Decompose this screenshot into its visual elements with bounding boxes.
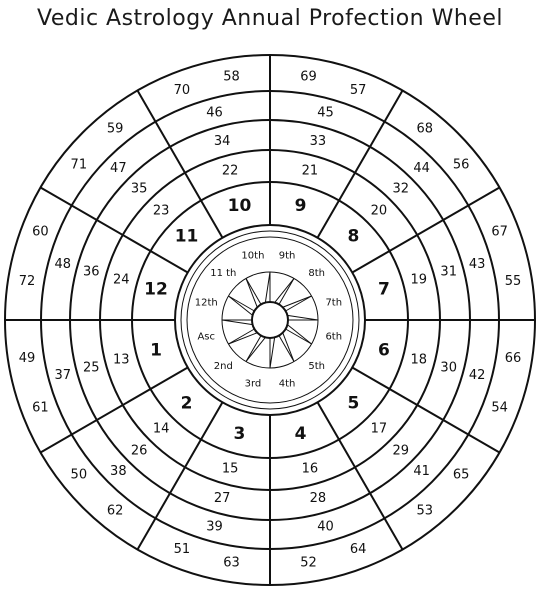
inner-spoke-5 [228, 296, 254, 311]
age-label: 29 [392, 443, 410, 459]
age-label: 70 [173, 82, 191, 98]
age-label: 38 [110, 464, 127, 480]
age-label: 63 [223, 555, 240, 571]
age-label: 20 [370, 203, 388, 219]
inner-spoke-7 [228, 329, 254, 344]
age-label: 39 [206, 519, 223, 535]
inner-spoke-4 [246, 278, 261, 304]
house-number: 10 [227, 196, 252, 217]
age-label: 14 [152, 421, 170, 437]
inner-spoke-11 [286, 329, 312, 344]
age-label: 19 [410, 272, 428, 288]
age-label: 15 [221, 461, 239, 477]
house-label: 12th [194, 297, 218, 309]
house-label: 9th [278, 250, 296, 262]
age-label: 48 [54, 256, 72, 272]
age-label: 47 [110, 160, 127, 176]
house-number: 1 [150, 340, 162, 361]
star-line-7 [228, 333, 257, 344]
wheel-spokes [5, 55, 535, 585]
star-line-8 [246, 337, 265, 361]
house-number: 5 [347, 393, 360, 414]
house-label: 4th [278, 378, 296, 390]
age-label: 41 [413, 464, 430, 480]
age-label: 35 [130, 181, 148, 197]
house-number: 6 [378, 340, 390, 361]
ring-5 [175, 225, 365, 415]
age-label: 62 [106, 503, 124, 519]
age-label: 50 [70, 467, 88, 483]
age-label: 26 [130, 443, 148, 459]
age-label: 16 [301, 461, 319, 477]
age-label: 21 [301, 163, 319, 179]
age-label: 27 [213, 491, 231, 507]
age-label: 68 [416, 121, 434, 137]
age-label: 61 [32, 400, 49, 416]
house-number: 12 [144, 279, 168, 300]
house-number: 2 [180, 393, 193, 414]
age-label: 64 [349, 542, 367, 558]
ring-6 [181, 231, 359, 409]
house-label: 8th [308, 267, 325, 279]
age-label: 53 [416, 503, 434, 519]
star-line-4 [246, 278, 257, 307]
age-label: 36 [83, 264, 100, 280]
star-line-11 [287, 325, 311, 344]
age-label: 59 [106, 121, 124, 137]
age-label: 33 [309, 133, 327, 149]
star-line-6 [222, 320, 253, 325]
inner-spoke-10 [279, 336, 294, 362]
house-label: 10th [241, 250, 265, 262]
age-label: 42 [468, 368, 486, 384]
age-label: 51 [173, 542, 191, 558]
age-label: 23 [152, 203, 170, 219]
age-label: 31 [440, 264, 457, 280]
age-label: 45 [317, 105, 334, 121]
age-label: 57 [349, 82, 367, 98]
house-label: 11 th [210, 267, 237, 279]
house-label: 2nd [213, 361, 233, 373]
inner-spoke-2 [279, 278, 294, 304]
house-label: 5th [308, 361, 325, 373]
inner-spoke-1 [286, 296, 312, 311]
page-title: Vedic Astrology Annual Profection Wheel [36, 6, 503, 31]
age-label: 69 [300, 69, 317, 85]
age-label: 32 [392, 181, 410, 197]
age-label: 67 [491, 224, 508, 240]
age-label: 37 [54, 368, 72, 384]
age-label: 71 [70, 157, 88, 173]
age-label: 13 [112, 352, 130, 368]
age-label: 58 [223, 69, 240, 85]
age-label: 17 [370, 421, 388, 437]
age-label: 55 [504, 274, 522, 290]
house-number: 11 [174, 226, 199, 247]
age-label: 24 [112, 272, 130, 288]
inner-spoke-8 [246, 336, 261, 362]
center-star [222, 272, 318, 368]
age-label: 44 [413, 160, 430, 176]
age-label: 25 [83, 360, 100, 376]
age-label: 65 [452, 467, 470, 483]
house-label: 3rd [244, 378, 262, 390]
age-label: 49 [18, 350, 36, 366]
age-label: 18 [410, 352, 428, 368]
house-number: 4 [294, 423, 307, 444]
house-label: Asc [197, 331, 216, 343]
age-label: 40 [317, 519, 334, 535]
star-line-2 [275, 278, 294, 302]
age-label: 34 [213, 133, 231, 149]
age-label: 66 [504, 350, 522, 366]
age-label: 56 [452, 157, 470, 173]
house-label: 7th [325, 297, 343, 309]
ring-7 [187, 237, 353, 403]
house-number: 3 [233, 423, 246, 444]
star-line-5 [228, 296, 252, 315]
age-label: 46 [206, 105, 223, 121]
star-line-10 [283, 333, 294, 362]
age-label: 60 [32, 224, 49, 240]
star-line-1 [283, 296, 312, 307]
age-label: 72 [18, 274, 36, 290]
house-number: 7 [378, 279, 390, 300]
age-label: 30 [440, 360, 457, 376]
house-number: 8 [347, 226, 360, 247]
star-line-9 [270, 337, 275, 368]
house-label: 6th [325, 331, 343, 343]
star-line-3 [265, 272, 270, 303]
house-number: 9 [294, 196, 307, 217]
age-label: 52 [300, 555, 317, 571]
star-line-0 [287, 315, 318, 320]
age-label: 43 [468, 256, 486, 272]
age-label: 54 [491, 400, 508, 416]
age-label: 28 [309, 491, 327, 507]
age-label: 22 [221, 163, 239, 179]
center-hub [252, 302, 288, 338]
